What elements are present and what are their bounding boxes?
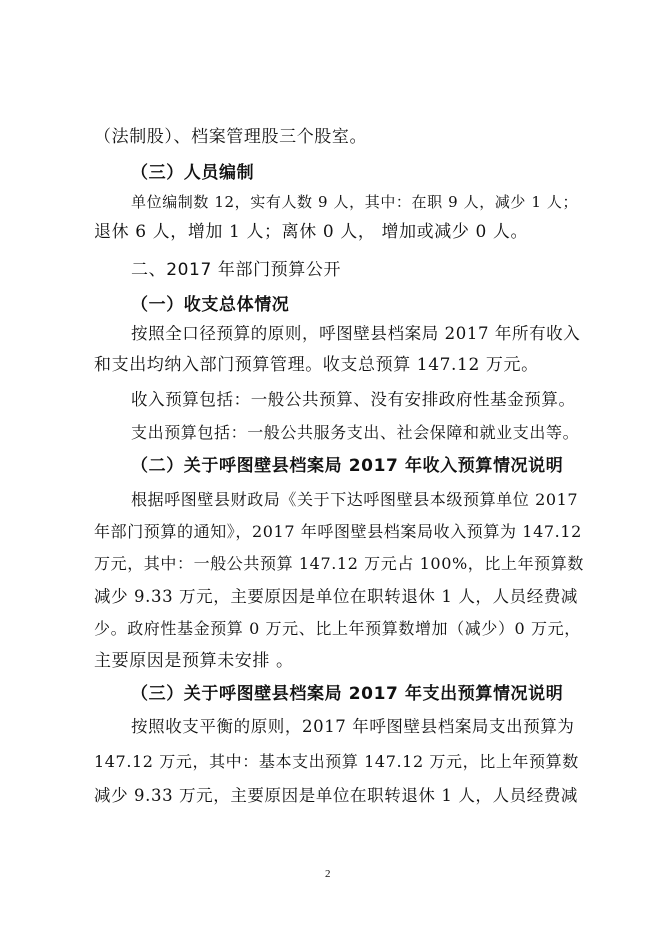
line-16: 少。政府性基金预算 0 万元、比上年预算数增加（减少）0 万元， <box>94 619 581 638</box>
line-1: （法制股）、档案管理股三个股室。 <box>94 127 368 147</box>
heading-expenditure: （三）关于呼图壁县档案局 2017 年支出预算情况说明 <box>131 684 564 704</box>
heading-budget-disclosure: 二、2017 年部门预算公开 <box>131 260 342 280</box>
line-8: 和支出均纳入部门预算管理。收支总预算 147.12 万元。 <box>94 355 539 375</box>
line-15: 减少 9.33 万元，主要原因是单位在职转退休 1 人，人员经费减 <box>94 587 579 606</box>
line-17: 主要原因是预算未安排 。 <box>94 651 294 671</box>
line-3: 单位编制数 12，实有人数 9 人，其中：在职 9 人，减少 1 人； <box>131 193 579 211</box>
heading-income: （二）关于呼图壁县档案局 2017 年收入预算情况说明 <box>131 456 564 476</box>
line-21: 减少 9.33 万元，主要原因是单位在职转退休 1 人，人员经费减 <box>94 786 579 805</box>
line-20: 147.12 万元，其中：基本支出预算 147.12 万元，比上年预算数 <box>94 752 579 771</box>
heading-staffing: （三）人员编制 <box>131 163 255 183</box>
heading-overall: （一）收支总体情况 <box>131 295 290 315</box>
line-4: 退休 6 人，增加 1 人；离休 0 人， 增加或减少 0 人。 <box>94 222 529 242</box>
line-7: 按照全口径预算的原则，呼图壁县档案局 2017 年所有收入 <box>131 324 581 343</box>
line-9: 收入预算包括：一般公共预算、没有安排政府性基金预算。 <box>131 390 576 409</box>
line-13: 年部门预算的通知》，2017 年呼图壁县档案局收入预算为 147.12 <box>94 522 582 541</box>
line-12: 根据呼图壁县财政局《关于下达呼图壁县本级预算单位 2017 <box>131 490 579 509</box>
line-10: 支出预算包括：一般公共服务支出、社会保障和就业支出等。 <box>131 423 580 442</box>
page-number: 2 <box>325 868 331 880</box>
line-19: 按照收支平衡的原则，2017 年呼图壁县档案局支出预算为 <box>131 717 575 736</box>
line-14: 万元，其中：一般公共预算 147.12 万元占 100%，比上年预算数 <box>94 554 584 573</box>
